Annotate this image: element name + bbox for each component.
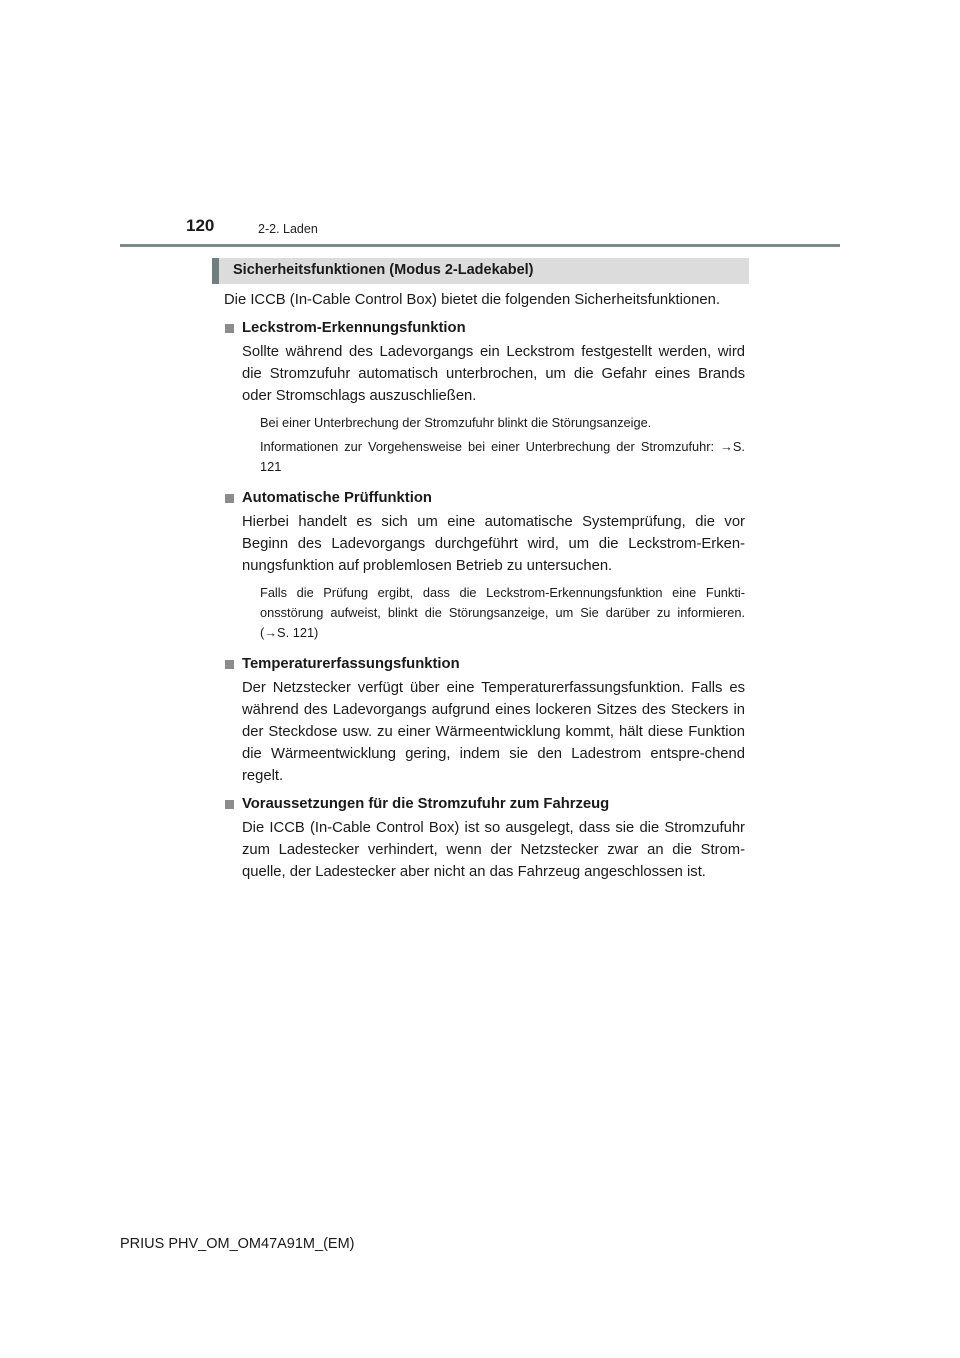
item-heading-self-test <box>224 487 745 509</box>
square-bullet-icon <box>225 660 234 669</box>
item-note: Informationen zur Vorgehensweise bei einer Unterbrechung der Stromzufuhr: →S. 121 <box>260 439 745 474</box>
running-head: 2-2. Laden <box>258 222 318 236</box>
item-title: Automatische Prüffunktion <box>242 490 432 506</box>
square-bullet-icon <box>225 494 234 503</box>
section-header-bar <box>212 258 749 284</box>
item-body: Die ICCB (In-Cable Control Box) ist so ausgelegt, dass sie die Stromzufuhr zum Ladestecker verhindert, wenn der Netzstecker zwar an die Strom-quelle, der Ladestecker aber nicht an das Fahrzeug angeschlossen ist. <box>242 820 745 880</box>
header-rule <box>120 244 840 247</box>
item-heading-temperature <box>224 653 745 675</box>
item-note: Bei einer Unterbrechung der Stromzufuhr blinkt die Störungsanzeige. <box>260 415 652 430</box>
intro-paragraph: Die ICCB (In-Cable Control Box) bietet die folgenden Sicherheitsfunktionen. <box>224 292 720 308</box>
square-bullet-icon <box>225 324 234 333</box>
item-title: Leckstrom-Erkennungsfunktion <box>242 320 466 336</box>
main-content <box>224 289 745 889</box>
item-body: Der Netzstecker verfügt über eine Temperaturerfassungsfunktion. Falls es während des Ladevorgangs aufgrund eines lockeren Sitzes des Steckers in der Steckdose usw. zu einer Wärmeentwicklung kommt, hält diese Funktion die Wärmeentwicklung gering, indem sie den Ladestrom entspre-chend regelt. <box>242 680 745 784</box>
page-number: 120 <box>186 216 215 235</box>
item-body: Sollte während des Ladevorgangs ein Leckstrom festgestellt werden, wird die Stromzufuhr automatisch unterbrochen, um die Gefahr eines Brands oder Stromschlags auszuschließen. <box>242 344 745 404</box>
square-bullet-icon <box>225 800 234 809</box>
document-footer: PRIUS PHV_OM_OM47A91M_(EM) <box>120 1236 355 1252</box>
item-body: Hierbei handelt es sich um eine automatische Systemprüfung, die vor Beginn des Ladevorgangs durchgeführt wird, um die Leckstrom-Erken-nungsfunktion auf problemlosen Betrieb zu untersuchen. <box>242 514 745 574</box>
item-heading-power-supply <box>224 793 745 815</box>
item-title: Voraussetzungen für die Stromzufuhr zum Fahrzeug <box>242 796 610 812</box>
item-title: Temperaturerfassungsfunktion <box>242 656 460 672</box>
section-title: Sicherheitsfunktionen (Modus 2-Ladekabel) <box>233 262 534 278</box>
item-heading-leakage <box>224 317 745 339</box>
item-note: Falls die Prüfung ergibt, dass die Leckstrom-Erkennungsfunktion eine Funkti-onsstörung aufweist, blinkt die Störungsanzeige, um Sie darüber zu informieren. (→S. 121) <box>260 585 745 640</box>
